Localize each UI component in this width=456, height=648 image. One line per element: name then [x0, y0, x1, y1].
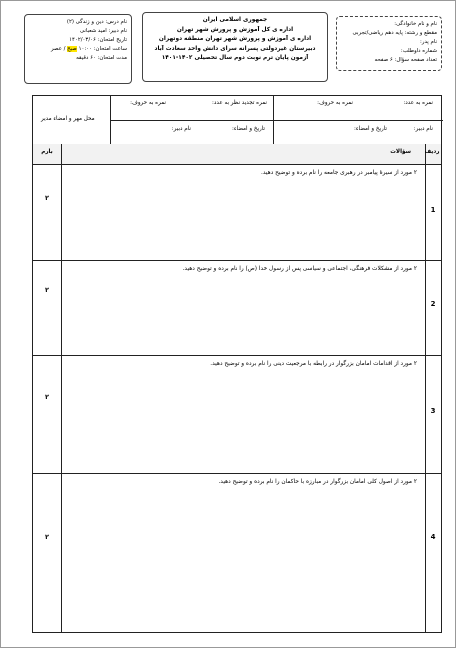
exam-info-box: [24, 14, 132, 84]
date-sign2-label: تاریخ و امضاء:: [231, 126, 265, 132]
exam-date: تاریخ امتحان: ۱۴۰۲/۰۳/۰۶: [69, 37, 127, 43]
revised-letters-label: نمره به حروف:: [130, 100, 166, 106]
question-text: ۲ مورد از اقدامات امامان بزرگوار در رابطه با مرجعیت دینی را نام برده و توضیح دهید.: [210, 361, 417, 367]
school-title: دبیرستان غیردولتی پسرانه سرای دانش واحد سعادت آباد: [154, 45, 316, 52]
question-text: ۲ مورد از اصول کلی امامان بزرگوار در مبارزه با حاکمان را نام برده و توضیح دهید.: [218, 479, 417, 485]
exam-time-prefix: ساعت امتحان: ۱۰:۰۰: [78, 46, 127, 52]
student-info-box: [336, 16, 442, 71]
question-number: 2: [430, 300, 436, 308]
district-title: اداره ی آموزش و پرورش شهر تهران منطقه دوتهران: [158, 36, 312, 43]
page-count-label: تعداد صفحه سؤال: ۶ صفحه: [374, 57, 437, 63]
question-text: ۲ مورد از مشکلات فرهنگی، اجتماعی و سیاسی پس از رسول خدا (ص) را نام برده و توضیح دهید.: [182, 266, 417, 272]
question-score: ۲: [45, 286, 49, 294]
row-column-header: ردیف: [424, 149, 440, 155]
grade-row: [33, 96, 441, 144]
question-score: ۲: [45, 194, 49, 202]
teacher-name: نام دبیر: امید شعبانی: [79, 28, 127, 34]
question-number: 3: [430, 407, 436, 415]
question-row-2: [33, 260, 441, 355]
question-row-1: [33, 164, 441, 260]
date-sign-label: تاریخ و امضاء:: [353, 126, 387, 132]
table-header-row: [33, 144, 441, 164]
exam-time-suffix: / عصر: [51, 46, 66, 52]
score-number-label: نمره به عدد:: [403, 100, 433, 106]
exam-duration: مدت امتحان: ۶۰ دقیقه: [76, 55, 127, 61]
teacher-name2-label: نام دبیر:: [171, 126, 191, 132]
score-column-header: بارم: [41, 149, 53, 155]
question-number: 4: [430, 533, 436, 541]
directorate-title: اداره ی کل آموزش و پرورش شهر تهران: [176, 26, 294, 33]
question-number: 1: [430, 206, 436, 214]
question-score: ۲: [45, 393, 49, 401]
principal-stamp-label: محل مهر و امضاء مدیر: [41, 116, 95, 122]
questions-column-header: سؤالات: [390, 149, 411, 155]
candidate-number-label: شماره داوطلب:: [400, 48, 437, 54]
exam-table: [32, 95, 442, 633]
score-letters-label: نمره به حروف:: [317, 100, 353, 106]
student-name-label: نام و نام خانوادگی:: [394, 21, 437, 27]
country-title: جمهوری اسلامی ایران: [202, 17, 268, 23]
question-text: ۲ مورد از سیرهٔ پیامبر در رهبری جامعه را نام برده و توضیح دهید.: [261, 170, 417, 176]
question-row-4: [33, 473, 441, 633]
teacher-name-field: نام دبیر:: [413, 126, 433, 132]
lesson-name: نام درس: دین و زندگی (۲): [66, 19, 127, 25]
exam-time: [29, 45, 127, 54]
question-row-3: [33, 355, 441, 473]
father-name-label: نام پدر:: [420, 39, 437, 45]
exam-title: آزمون پایان ترم نوبت دوم سال تحصیلی ۱۴۰۲-۱۴۰۱: [161, 55, 309, 62]
question-score: ۲: [45, 533, 49, 541]
exam-frame: [24, 8, 442, 642]
revised-number-label: نمره تجدید نظر به عدد:: [212, 100, 267, 106]
school-info-box: [142, 12, 328, 82]
grade-field-label: مقطع و رشته: پایه دهم ریاضی/تجربی: [352, 30, 437, 36]
exam-time-morning: صبح: [67, 46, 77, 52]
